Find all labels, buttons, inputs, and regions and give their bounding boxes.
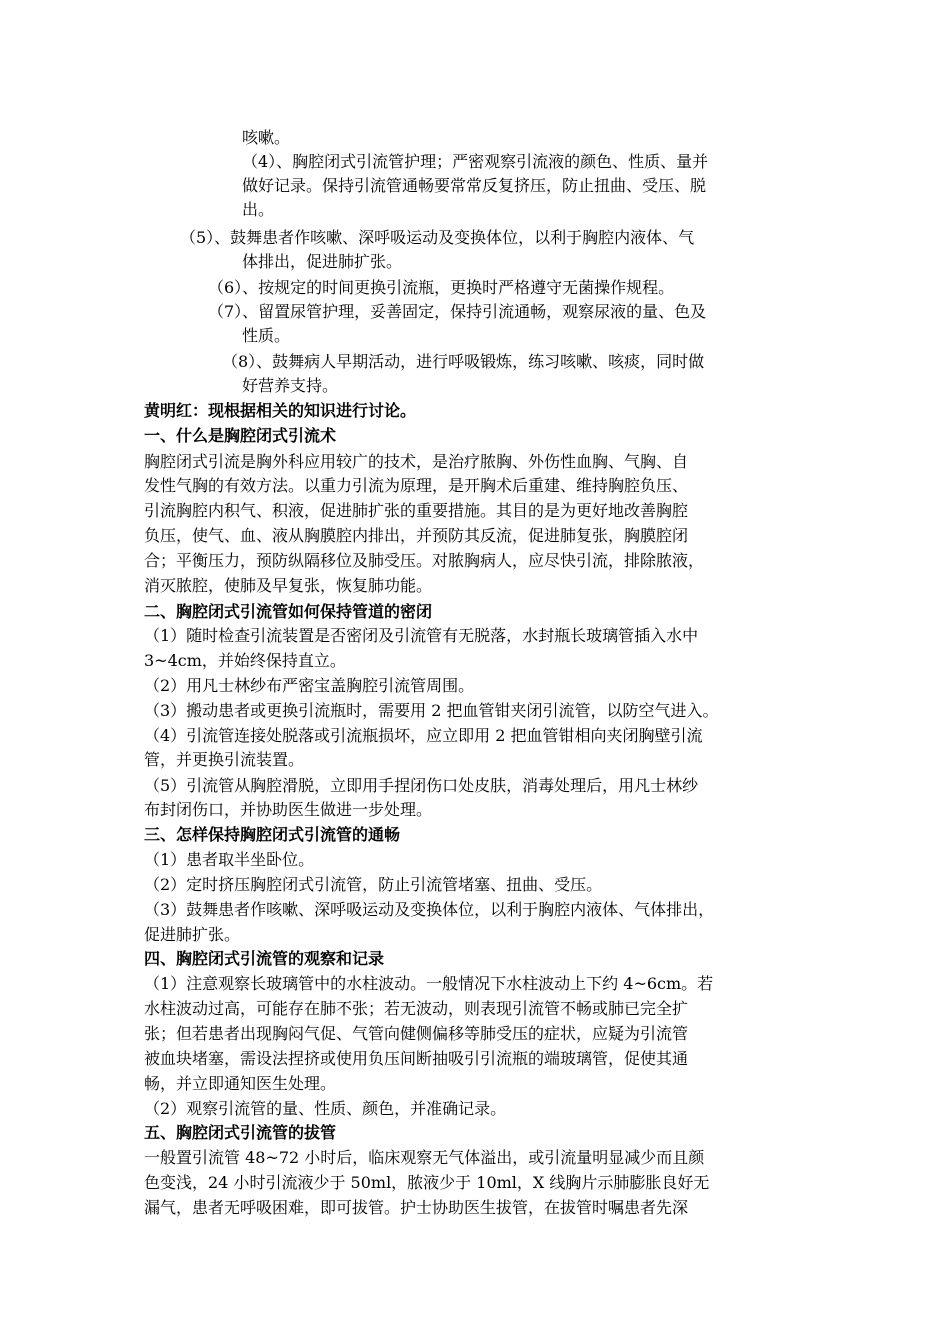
- paragraph-line: 被血块堵塞，需设法捏挤或使用负压间断抽吸引引流瓶的端玻璃管，促使其通: [144, 1049, 689, 1068]
- paragraph-line: 漏气，患者无呼吸困难，即可拔管。护士协助医生拔管，在拔管时嘱患者先深: [144, 1198, 689, 1217]
- section-1-heading: 一、什么是胸腔闭式引流术: [144, 426, 337, 445]
- paragraph-line: 布封闭伤口，并协助医生做进一步处理。: [144, 800, 433, 819]
- list-item-7-line1: （7）、留置尿管护理，妥善固定，保持引流通畅，观察尿液的量、色及: [208, 302, 707, 321]
- list-item-4-line3: 出。: [242, 200, 275, 219]
- paragraph-line: 合；平衡压力，预防纵隔移位及肺受压。对脓胸病人，应尽快引流，排除脓液，: [144, 551, 705, 570]
- paragraph-line: 胸腔闭式引流是胸外科应用较广的技术，是治疗脓胸、外伤性血胸、气胸、自: [144, 452, 689, 471]
- list-item-5-line1: （5）、鼓舞患者作咳嗽、深呼吸运动及变换体位，以利于胸腔内液体、气: [180, 228, 695, 247]
- paragraph-line: 色变浅，24 小时引流液少于 50ml，脓液少于 10ml，X 线胸片示肺膨胀良好无: [144, 1173, 710, 1192]
- paragraph-line: （2）观察引流管的量、性质、颜色，并准确记录。: [144, 1099, 507, 1118]
- paragraph-line: 3~4cm，并始终保持直立。: [144, 651, 346, 670]
- paragraph-line: 消灭脓腔，使肺及早复张，恢复肺功能。: [144, 576, 433, 595]
- section-3-heading: 三、怎样保持胸腔闭式引流管的通畅: [144, 825, 401, 844]
- paragraph-line: （3）鼓舞患者作咳嗽、深呼吸运动及变换体位，以利于胸腔内液体、气体排出，: [144, 900, 715, 919]
- list-item-8-line2: 好营养支持。: [242, 376, 339, 395]
- paragraph-line: （2）定时挤压胸腔闭式引流管，防止引流管堵塞、扭曲、受压。: [144, 875, 603, 894]
- section-2-heading: 二、胸腔闭式引流管如何保持管道的密闭: [144, 602, 433, 621]
- paragraph-line: 畅，并立即通知医生处理。: [144, 1074, 337, 1093]
- paragraph-line: 负压，使气、血、液从胸膜腔内排出，并预防其反流，促进肺复张，胸膜腔闭: [144, 526, 689, 545]
- paragraph-line: （1）随时检查引流装置是否密闭及引流管有无脱落，水封瓶长玻璃管插入水中: [144, 626, 699, 645]
- paragraph-line: （1）注意观察长玻璃管中的水柱波动。一般情况下水柱波动上下约 4~6cm。若: [144, 974, 714, 993]
- paragraph-line: （2）用凡士林纱布严密宝盖胸腔引流管周围。: [144, 676, 475, 695]
- text-line: 咳嗽。: [242, 128, 291, 147]
- paragraph-line: （3）搬动患者或更换引流瓶时，需要用 2 把血管钳夹闭引流管，以防空气进入。: [144, 701, 719, 720]
- list-item-8-line1: （8）、鼓舞病人早期活动，进行呼吸锻炼，练习咳嗽、咳痰，同时做: [222, 352, 705, 371]
- list-item-5-line2: 体排出，促进肺扩张。: [242, 252, 403, 271]
- paragraph-line: （1）患者取半坐卧位。: [144, 850, 315, 869]
- paragraph-line: 管，并更换引流装置。: [144, 750, 305, 769]
- paragraph-line: 水柱波动过高，可能存在肺不张；若无波动，则表现引流管不畅或肺已完全扩: [144, 999, 689, 1018]
- section-5-heading: 五、胸腔闭式引流管的拔管: [144, 1123, 337, 1142]
- section-4-heading: 四、胸腔闭式引流管的观察和记录: [144, 949, 385, 968]
- paragraph-line: （5）引流管从胸腔滑脱，立即用手捏闭伤口处皮肤，消毒处理后，用凡士林纱: [144, 776, 699, 795]
- paragraph-line: 引流胸腔内积气、积液，促进肺扩张的重要措施。其目的是为更好地改善胸腔: [144, 501, 689, 520]
- discussion-intro: 黄明红：现根据相关的知识进行讨论。: [144, 401, 417, 420]
- paragraph-line: 一般置引流管 48~72 小时后，临床观察无气体溢出，或引流量明显减少而且颜: [144, 1148, 705, 1167]
- list-item-7-line2: 性质。: [242, 326, 291, 345]
- paragraph-line: 张；但若患者出现胸闷气促、气管向健侧偏移等肺受压的症状，应疑为引流管: [144, 1024, 689, 1043]
- list-item-6-line1: （6）、按规定的时间更换引流瓶，更换时严格遵守无菌操作规程。: [208, 278, 675, 297]
- paragraph-line: 促进肺扩张。: [144, 925, 241, 944]
- paragraph-line: （4）引流管连接处脱落或引流瓶损坏，应立即用 2 把血管钳相向夹闭胸壁引流: [144, 726, 703, 745]
- paragraph-line: 发性气胸的有效方法。以重力引流为原理，是开胸术后重建、维持胸腔负压、: [144, 476, 689, 495]
- list-item-4-line1: （4）、胸腔闭式引流管护理；严密观察引流液的颜色、性质、量并: [242, 152, 709, 171]
- list-item-4-line2: 做好记录。保持引流管通畅要常常反复挤压，防止扭曲、受压、脱: [242, 176, 707, 195]
